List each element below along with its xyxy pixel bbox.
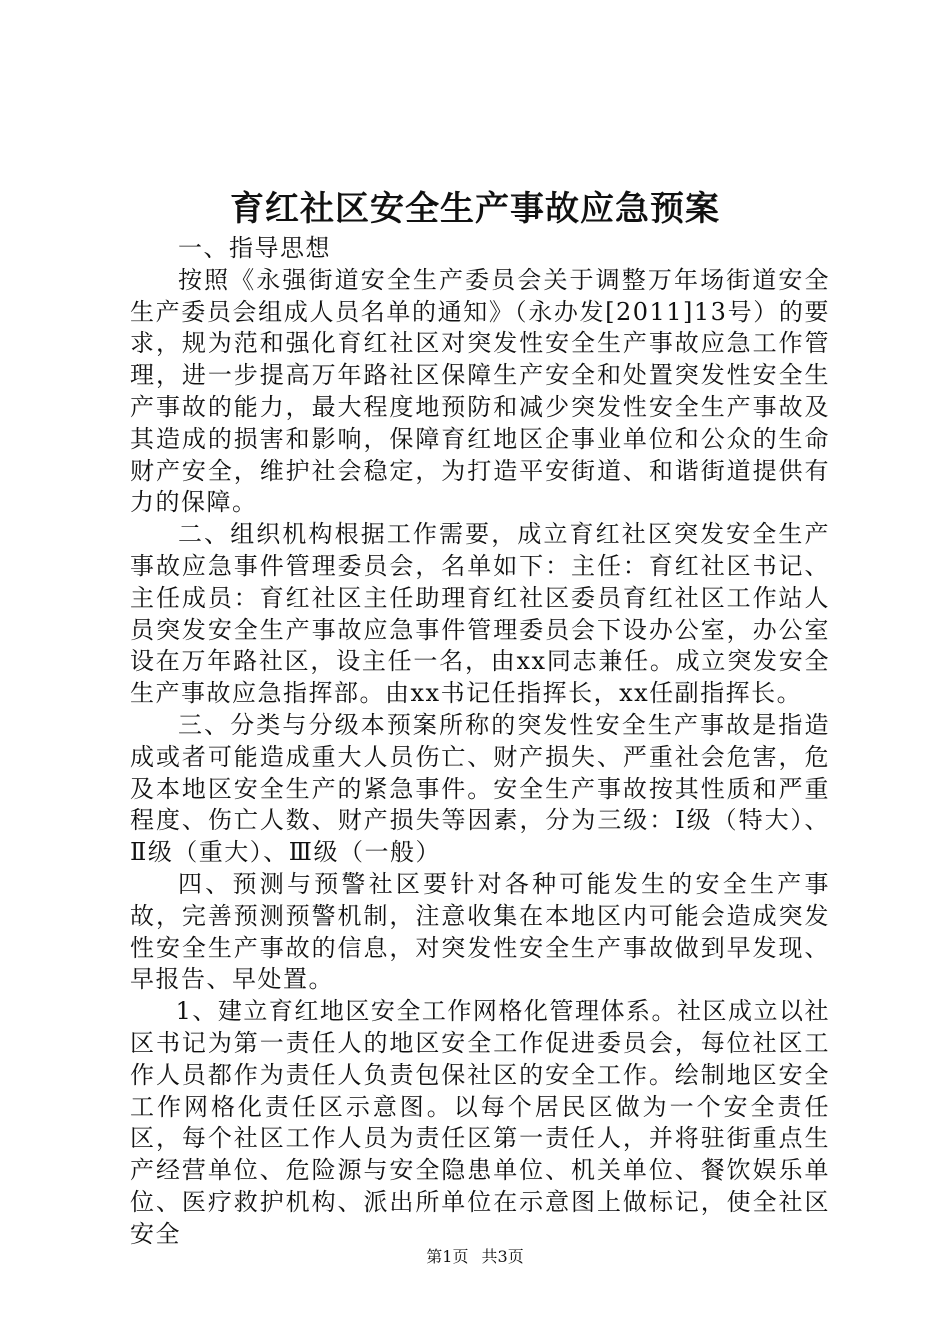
document-title: 育红社区安全生产事故应急预案 bbox=[230, 189, 720, 229]
page-total: 共3页 bbox=[481, 1247, 524, 1266]
paragraph-guiding-ideology: 按照《永强街道安全生产委员会关于调整万年场街道安全生产委员会组成人员名单的通知》（永办发[2011]13号）的要求，规为范和强化育红社区对突发性安全生产事故应急工作管理，进一步提高万年路社区保障生产安全和处置突发性安全生产事故的能力，最大程度地预防和减少突发性安全生产事故及其造成的损害和影响，保障育红地区企事业单位和公众的生命财产安全，维护社会稳定，为打造平安街道、和谐街道提供有力的保障。 bbox=[130, 265, 830, 517]
paragraph-grid-management: 1、建立育红地区安全工作网格化管理体系。社区成立以社区书记为第一责任人的地区安全工作促进委员会，每位社区工作人员都作为责任人负责包保社区的安全工作。绘制地区安全工作网格化责任区示意图。以每个居民区做为一个安全责任区，每个社区工作人员为责任区第一责任人，并将驻街重点生产经营单位、危险源与安全隐患单位、机关单位、餐饮娱乐单位、医疗救护机构、派出所单位在示意图上做标记，使全社区安全 bbox=[130, 997, 830, 1248]
page-number: 第1页 bbox=[426, 1247, 469, 1266]
paragraph-prediction-warning: 四、预测与预警社区要针对各种可能发生的安全生产事故，完善预测预警机制，注意收集在本地区内可能会造成突发性安全生产事故的信息，对突发性安全生产事故做到早发现、早报告、早处置。 bbox=[130, 869, 830, 994]
paragraph-organization: 二、组织机构根据工作需要，成立育红社区突发安全生产事故应急事件管理委员会，名单如下：主任：育红社区书记、主任成员：育红社区主任助理育红社区委员育红社区工作站人员突发安全生产事故应急事件管理委员会下设办公室，办公室设在万年路社区，设主任一名，由xx同志兼任。成立突发安全生产事故应急指挥部。由xx书记任指挥长，xx任副指挥长。 bbox=[130, 520, 830, 708]
section-heading-guiding-ideology: 一、指导思想 bbox=[178, 234, 331, 262]
document-body bbox=[130, 233, 830, 1251]
paragraph-classification: 三、分类与分级本预案所称的突发性安全生产事故是指造成或者可能造成重大人员伤亡、财产损失、严重社会危害，危及本地区安全生产的紧急事件。安全生产事故按其性质和严重程度、伤亡人数、财产损失等因素，分为三级：Ⅰ级（特大）、Ⅱ级（重大）、Ⅲ级（一般） bbox=[130, 710, 830, 867]
page-footer bbox=[0, 1246, 950, 1268]
